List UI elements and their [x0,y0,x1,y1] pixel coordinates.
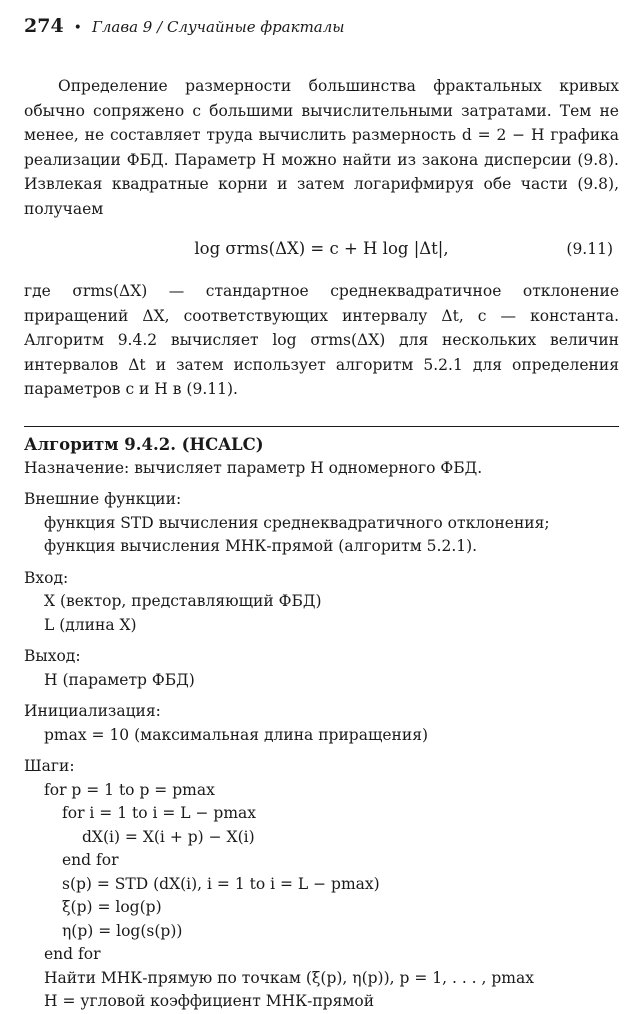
algorithm-purpose: Назначение: вычисляет параметр H одномерного ФБД. [24,458,483,477]
output-label: Выход: [24,647,81,665]
step-line: dX(i) = X(i + p) − X(i) [82,827,255,846]
external-functions-label: Внешние функции: [24,490,182,508]
external-function-item: функция вычисления МНК-прямой (алгоритм 5.2.1). [44,537,478,555]
algorithm-title: Алгоритм 9.4.2. (HCALC) [24,434,264,454]
step-line: for p = 1 to p = pmax [44,780,215,799]
step-line: H = угловой коэффициент МНК-прямой [44,992,375,1010]
equation-9-11 [24,223,619,275]
step-line: η(p) = log(s(p)) [62,921,183,940]
after-equation-paragraph: где σrms(ΔX) — стандартное среднеквадратичное отклонение приращений ΔX, соответствующих интервалу Δt, c — константа. Алгоритм 9.4.2 вычисляет log σrms(ΔX) для нескольких величин интервалов Δt и затем использует алгоритм 5.2.1 для определения параметров c и H в (9.11). [24,282,619,398]
external-function-item: функция STD вычисления среднеквадратичного отклонения; [44,513,550,532]
init-label: Инициализация: [24,702,161,720]
init-item: pmax = 10 (максимальная длина приращения) [44,725,429,744]
output-item: H (параметр ФБД) [44,670,195,689]
input-item: L (длина X) [44,615,137,634]
algorithm-rule [24,426,619,427]
equation-number: (9.11) [566,240,613,258]
header-bullet: • [73,20,82,36]
step-line: end for [44,945,101,963]
step-line: end for [62,851,119,869]
input-label: Вход: [24,568,69,587]
equation-text: log σrms(ΔX) = c + H log |Δt|, [194,239,449,258]
step-line: s(p) = STD (dX(i), i = 1 to i = L − pmax) [62,874,380,893]
steps-label: Шаги: [24,757,75,775]
algorithm-block [24,433,619,1014]
step-line: ξ(p) = log(p) [62,898,162,916]
intro-paragraph: Определение размерности большинства фрактальных кривых обычно сопряжено с большими вычислительными затратами. Тем не менее, не составляет труда вычислить размерность d = 2 − H графика реализации ФБД. Параметр H можно найти из закона дисперсии (9.8). Извлекая квадратные корни и затем логарифмируя обе части (9.8), получаем [24,77,619,218]
step-line: for i = 1 to i = L − pmax [62,804,257,822]
page-number: 274 [24,15,64,37]
step-line: Найти МНК-прямую по точкам (ξ(p), η(p)), p = 1, . . . , pmax [44,968,534,987]
input-item: X (вектор, представляющий ФБД) [44,592,322,610]
running-head: Глава 9 / Случайные фракталы [91,18,345,36]
page-header [24,14,619,44]
